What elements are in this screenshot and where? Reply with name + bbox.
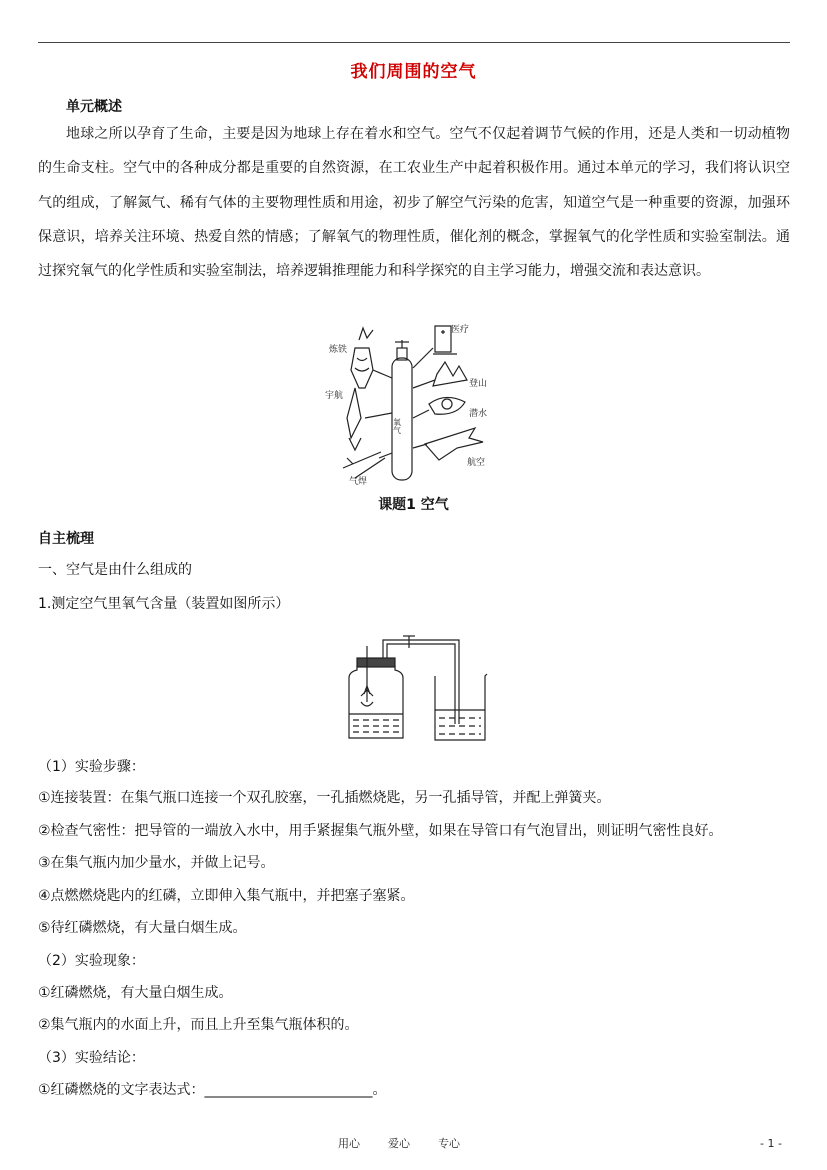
label-cylinder: 氧气: [392, 418, 402, 434]
phenomenon-2: ②集气瓶内的水面上升，而且上升至集气瓶体积的。: [38, 1017, 359, 1033]
label-aviation: 航空: [467, 458, 486, 468]
furnace-drawing: [351, 348, 373, 388]
rocket-drawing: [347, 388, 361, 438]
self-study-heading: 自主梳理: [38, 531, 94, 547]
medical-drawing: [435, 326, 451, 352]
item1-text: 1.测定空气里氧气含量（装置如图所示）: [38, 596, 290, 612]
beaker-drawing: [435, 674, 487, 740]
lesson-title: 课题1 空气: [378, 497, 449, 513]
step-3: ③在集气瓶内加少量水，并做上记号。: [38, 855, 275, 871]
aircraft-drawing: [425, 428, 483, 460]
section1-heading: 一、空气是由什么组成的: [38, 562, 192, 578]
apparatus-figure: [343, 628, 488, 743]
step-5: ⑤待红磷燃烧，有大量白烟生成。: [38, 920, 247, 936]
footer-text-1: 用心: [338, 1137, 360, 1150]
welding-drawing: [343, 452, 385, 478]
overview-paragraph: 地球之所以孕育了生命，主要是因为地球上存在着水和空气。空气不仅起着调节气候的作用，还是人类和一切动植物的生命支柱。空气中的各种成分都是重要的自然资源，在工农业生产中起着积极作用。通过本单元的学习，我们将认识空气的组成，了解氮气、稀有气体的主要物理性质和用途，初步了解空气污染的危害，知道空气是一种重要的资源，加强环保意识，培养关注环境、热爱自然的情感；了解氧气的物理性质，催化剂的概念，掌握氧气的化学性质和实验室制法。通过探究氧气的化学性质和实验室制法，培养逻辑推理能力和科学探究的自主学习能力，增强交流和表达意识。: [38, 126, 790, 280]
label-weld: 气焊: [349, 477, 368, 487]
step-1: ①连接装置：在集气瓶口连接一个双孔胶塞，一孔插燃烧匙，另一孔插导管，并配上弹簧夹。: [38, 790, 611, 806]
delivery-tube: [383, 640, 459, 724]
climbing-drawing: [433, 362, 467, 386]
label-iron: 炼铁: [329, 345, 348, 355]
page-title: 我们周围的空气: [350, 62, 477, 82]
footer-text-3: 专心: [438, 1137, 460, 1150]
label-dive: 潜水: [469, 409, 488, 419]
gas-bottle-drawing: [349, 666, 403, 738]
phenomena-heading: （2）实验现象：: [38, 953, 145, 969]
diver-drawing: [429, 397, 465, 414]
oxygen-uses-figure: [325, 318, 505, 488]
steps-heading: （1）实验步骤：: [38, 759, 145, 775]
conclusion-1: ①红磷燃烧的文字表达式：________________________。: [38, 1082, 387, 1098]
footer-text-2: 爱心: [388, 1137, 410, 1150]
label-medical: 医疗: [451, 325, 470, 335]
conclusion-heading: （3）实验结论：: [38, 1050, 145, 1066]
header-rule: [38, 42, 790, 43]
rubber-stopper: [357, 658, 395, 667]
label-climb: 登山: [469, 379, 488, 389]
label-space: 宇航: [325, 391, 344, 401]
overview-heading: 单元概述: [66, 99, 122, 115]
step-4: ④点燃燃烧匙内的红磷，立即伸入集气瓶中，并把塞子塞紧。: [38, 888, 415, 904]
phenomenon-1: ①红磷燃烧，有大量白烟生成。: [38, 985, 233, 1001]
step-2: ②检查气密性：把导管的一端放入水中，用手紧握集气瓶外壁，如果在导管口有气泡冒出，则证明气密性良好。: [38, 823, 723, 839]
page-number: - 1 -: [760, 1137, 782, 1150]
